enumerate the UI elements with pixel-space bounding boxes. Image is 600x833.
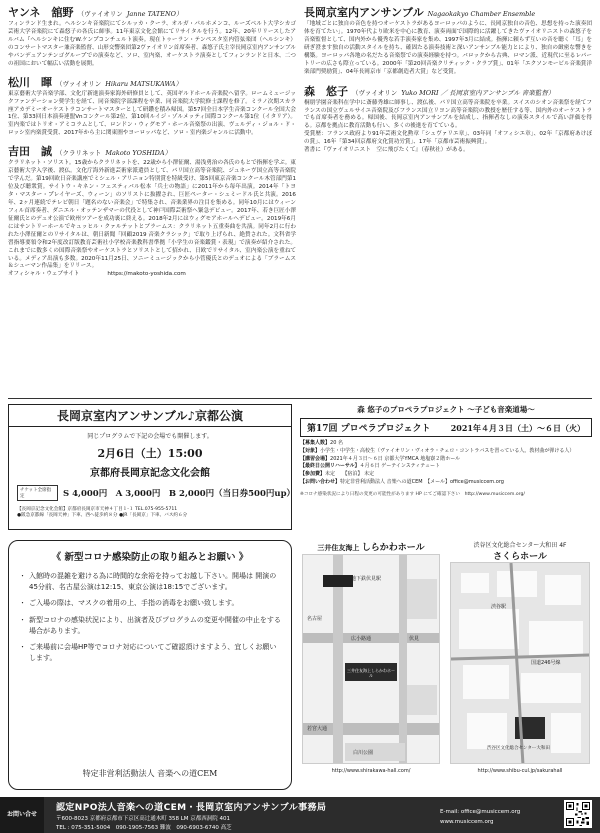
row-key: 【募集人数】 bbox=[300, 440, 331, 446]
map2-label: 国道246号線 bbox=[531, 660, 561, 666]
bio-role: （ヴァイオリン bbox=[77, 10, 123, 18]
map1-hall: しらかわホール bbox=[361, 543, 425, 553]
bio-text: クラリネット・ソリスト。15歳からクラリネットを、22歳から小澤征爾、湯浅勇治の各氏のもとで指揮を学ぶ。東京藝術大学入学後、渡仏。文化庁海外新進芸術家派遣員として、パリ国立高等音楽院、ジュネーヴ国立高等音楽院で学んだ。第19回欧日音楽講座でミシェル・アリニョン特別賞を特級受け、第5回東京音楽コンクール木管部門第1位及び聴衆賞。サイトウ・キネン・フェスティバル松本「兵士の物語」に2011年から毎年出演。2014年「トヨタ・マスター・プレイヤーズ、ウィーン」のソリストに抜擢され、巨匠ペーター・シュミードル氏と共演。2016年、2ヶ月連続でテレビ朝日「題名のない音楽会」で特集され、音楽業界の注目を集める。同年10月にはウィーンフィル首席奏者、ダニエル・オッテンザマーの代役として神戸国際芸術祭へ緊急デビュー。2017年、若き巨匠小澤征爾氏とのデュオ公演で欧州ツアーを成功裏に終える。2018年2月にはウィグモアホールへデビュー。2019年6月にはサントリーホールでキュッヒル・クァルテットとブラームス：クラリネット五重奏曲を共演。同年2月に行われた小澤征爾とのリサイタルは、朝日新聞「回顧2019 音楽クラシック」で取り上げられ、絶賛された。文科省学習指導要領令和2年度改訂版教育芸術社小学校音楽教科書準拠「小学生の音楽鑑賞・表現」で演奏が紹介された。これまでに数多くの国際音楽祭やオーケストラとソリストとして招かれ、日欧でリサイタル、室内楽公演を重ねている。メディア出演も多数。2020年11月25日、ソニーミュージックから小菅優氏とのデュオによる「ブラームス＆シューマン作品集」をリリース。 オフィシャル・ウェブサイト https://makoto-yoshida.com bbox=[8, 160, 296, 278]
map2-image bbox=[450, 562, 590, 764]
row-value: 未定 【宿泊】 未定 bbox=[325, 471, 375, 477]
bio-text: 東京藝術大学音楽学部、文化庁新進演奏家海外研修員として、英国ギルドホール音楽院へ留学。ロームミュージックファンデーション奨学生を経て、同音楽院学部課程を卒業、同音楽院大学院修士課程を修了。ミラノ次期スカラ座アカデミーオーケストラコンサートマスターとして研鑽を積み帰国。第57回全日本学生音楽コンクール全国大会1位、第33回日本演奏連盟Vnコンクール第2位、第10回ルイジ・ゾルメッティ国際コンクール第1位（イタリア）。室内楽ではトリオ・アミコラムとして、ロンドン・ウィグモア・ホール音楽祭の出演、ヴェルディ・ジョル・ド・ロッシ室内楽賞受賞、2017年から主に関東圏やヨーロッパなど、ソロ・室内楽ジャンルに活動中。 bbox=[8, 90, 296, 137]
map1-title: 三井住友海上 bbox=[317, 543, 360, 552]
project-rows bbox=[300, 440, 592, 487]
covid-item-text: 入館時の混雑を避ける為に時間的な余裕を持ってお越し下さい。開場は 開演の45分前、名古屋公演は12:15、東京公演は18:15でございます。 bbox=[29, 572, 277, 592]
covid-title-text: 新型コロナ感染防止の取り組みとお願い bbox=[64, 552, 236, 563]
qr-code-icon[interactable] bbox=[564, 800, 592, 828]
footer-org: 認定NPO法人音楽への道CEM・長岡京室内アンサンブル事務局 bbox=[56, 803, 327, 813]
concert-date: 2月6日（土）15:00 bbox=[97, 447, 203, 460]
project-row bbox=[300, 471, 592, 479]
concert-box bbox=[8, 404, 296, 530]
concert-subtitle: 同じプログラムで下記の会場でも開催します。 bbox=[87, 433, 213, 440]
map2-svg bbox=[451, 563, 590, 764]
map2-url[interactable]: http://www.shibu-cul.jp/sakurahall bbox=[477, 768, 563, 774]
covid-item: ・ 新型コロナの感染状況により、出演者及びプログラムの変更や開催の中止をする場合があります。 bbox=[19, 615, 281, 637]
bio-yoshida bbox=[8, 143, 296, 279]
bio-tateno bbox=[8, 4, 296, 69]
covid-item: ・ ご来場前に会場HP等でコロナ対応についてご確認頂けますよう、宜しくお願いします。 bbox=[19, 642, 281, 664]
bio-ensemble bbox=[304, 4, 592, 77]
bio-name: 長岡京室内アンサンブル bbox=[304, 6, 424, 19]
map1-label: 名古屋 bbox=[307, 616, 323, 622]
bio-name: 吉田 誠 bbox=[8, 145, 52, 159]
covid-item: ・ 入館時の混雑を避ける為に時間的な余裕を持ってお越し下さい。開場は 開演の45分前、名古屋公演は12:15、東京公演は18:15でございます。 bbox=[19, 571, 281, 593]
footer-email[interactable]: E-mail: office@musiccem.org bbox=[440, 809, 521, 815]
covid-item-text: ご来場前に会場HP等でコロナ対応についてご確認頂けますよう、宜しくお願いします。 bbox=[29, 642, 277, 663]
row-value: 20 名 bbox=[330, 440, 343, 446]
bio-role: （ヴァイオリン bbox=[352, 88, 398, 97]
bio-text: 「地域ごとに独自の音色を持つオーケストラがあるヨーロッパのように、長岡京独自の音色、思想を持った演奏団体を育てたい」。1970年代より欧米を中心に教育、演奏両面で国際的に活躍してきたヴァイオリニストの森悠子を音楽監督として、国内外から優秀な若手演奏家を集め、1997年3月に結成。指揮に頼らず互いの音を聴く「耳」を研ぎ澄ます独自の活動スタイルを持ち、確固たる演奏技術と深いアンサンブル能力とにより、独自の緻密な響きを構築。ヨーロッパ各地の名だたる音楽祭での演奏経験を持つ。バロックから古典、ロマン派、近現代に至るレパートリーの広さも際立っている。2000年「第20回音楽クリティック・クラブ賞」、01年「エクソンモービル音楽賞洋楽部門奨励賞」、04年長岡京市「京都創造者大賞」など受賞。 bbox=[304, 21, 592, 75]
row-value: ４月６日 ゲーテインスティテュート bbox=[359, 463, 441, 470]
row-value: 特定非営利活動法人 音楽への道CEM 【メール】office@musiccem.org bbox=[340, 478, 504, 485]
bios-right bbox=[304, 0, 592, 155]
bio-name: 松川 暉 bbox=[8, 75, 52, 89]
concert-venue: 京都府長岡京記念文化会館 bbox=[90, 468, 210, 479]
row-key: 【参加費】 bbox=[300, 471, 326, 477]
map2-name: さくらホール bbox=[493, 552, 547, 562]
project-row bbox=[300, 463, 592, 471]
bio-role: （ヴァイオリン bbox=[56, 79, 102, 88]
project-heading: 森 悠子のプロペラプロジェクト ～子ども音楽道場～ bbox=[357, 405, 535, 414]
map2-label: 渋谷区文化総合センター大和田 bbox=[487, 746, 550, 751]
covid-item: ・ ご入場の際は、マスクの着用の上、手指の消毒をお願い致します。 bbox=[19, 598, 281, 609]
map1-url[interactable]: http://www.shirakawa-hall.com/ bbox=[331, 768, 411, 774]
map-shirakawa bbox=[300, 540, 442, 790]
project-box bbox=[300, 404, 592, 530]
covid-title: 《 新型コロナ感染防止の取り組みとお願い 》 bbox=[51, 552, 249, 563]
row-value: 小学生・中学生・高校生（ヴァイオリン・ヴィオラ・チェロ・コントラバスを習っている人。教材曲が弾ける人） bbox=[320, 447, 575, 454]
bio-mori bbox=[304, 83, 592, 156]
bio-name: ヤンネ 舘野 bbox=[8, 6, 74, 19]
footer-label: お問い合せ bbox=[0, 797, 44, 833]
map1-svg bbox=[303, 555, 440, 764]
row-key: 【最終日公開リハーサル】 bbox=[300, 463, 360, 470]
map1-label: 三井住友海上しらかわホール bbox=[347, 668, 395, 678]
row-key: 【お問い合わせ】 bbox=[300, 478, 341, 485]
bio-latin: Nagaokakyo Chamber Ensemble bbox=[427, 10, 536, 18]
covid-item-text: ご入場の際は、マスクの着用の上、手指の消毒をお願い致します。 bbox=[29, 599, 239, 608]
bio-latin: Makoto YOSHIDA） bbox=[105, 149, 172, 158]
section-divider bbox=[8, 398, 592, 399]
bio-latin: Yuko MORI ／ 長岡京室内アンサンブル 音楽監督） bbox=[401, 88, 555, 97]
covid-org: 特定非営利活動法人 音楽への道CEM bbox=[82, 769, 218, 778]
footer-address: 〒600-8023 京都府京都市下京区高辻通木町 358 LM 京都西洞院 401 bbox=[56, 816, 231, 822]
project-dates: 2021年４月３日（土）～６日（火） bbox=[450, 423, 585, 433]
bio-matsukawa bbox=[8, 74, 296, 139]
bio-latin: Hikaru MATSUKAWA） bbox=[105, 79, 183, 88]
map1-label: 伏見 bbox=[409, 636, 420, 642]
map1-image bbox=[302, 554, 440, 764]
row-value: 2021年４月３日～６日 京都大学YMCA 地塩寮２階ホール bbox=[330, 455, 461, 462]
footer bbox=[0, 797, 600, 833]
ticket-prices: S 4,000円 A 3,000円 B 2,000円（当日券500円up） bbox=[63, 489, 296, 499]
bio-text: 桐朋学園音楽科在学中に斎藤秀雄に師事し、渡仏後、パリ国立高等音楽院を卒業。スイスのシオン音楽祭を経てフランスの国立ヴェルサイユ音楽院及びフランス国立リヨン高等音楽院の教授を歴任する等、国内外のオーケストラでも首席奏者を務める。帰国後、長岡京室内アンサンブルを結成し、指揮者なしの演奏スタイルで高い評価を得る。京都を拠点に教育活動も行い、多くの後進を育てている。 受賞歴：フランス政府より91年芸術文化勲章「シュヴァリエ章」、03年同「オフィシエ章」、02年「京都府あけぼの賞」、16年「第34回京都府文化賞功労賞」、17年「京都市芸術振興賞」。 著書に『ヴァイオリニスト 空に飛びたくて』（春秋社）がある。 bbox=[304, 99, 592, 154]
concert-notes: 【長岡京記念文化会館】京都府長岡京市天神４丁目１-１ TEL.075-955-5711 ●阪急京都線「長岡天神」下車、西へ徒歩約８分 ●JR「長岡京」下車、バス約６分 bbox=[17, 507, 188, 519]
bio-name: 森 悠子 bbox=[304, 84, 348, 98]
map2-label: 渋谷駅 bbox=[491, 604, 507, 610]
map1-label: 地下鉄伏見駅 bbox=[351, 576, 382, 582]
row-key: 【対象】 bbox=[300, 447, 321, 454]
project-title: 第17回 プロペラプロジェクト bbox=[307, 424, 431, 434]
map1-label: 若宮大通 bbox=[307, 726, 328, 732]
project-row bbox=[300, 479, 592, 487]
project-note: ※コロナ感染状況により日程の変更の可能性があります HP にてご確認下さい http://www.musiccem.org/ bbox=[300, 491, 525, 497]
project-row bbox=[300, 440, 592, 448]
bio-text: フィンランド生まれ。ヘルシンキ音楽院にてシルッカ・クーラ、オルガ・パルホメンコ、ルーズベルト大学シカゴ芸術大学音楽院にて森悠子の各氏に師事。11年東京文化会館にてリサイタルを行う。12年、20年リリースしたアルバム『ヘルシンキに住むW.ケンプコンチェルト演奏。現在トゥーラン・テンペスタ室内管弦楽団（ヘルシンキ）のコンサートマスター兼音楽監督、山形交響楽団第2ヴァイオリン首席奏者、森悠子氏主宰長岡京室内アンサンブルやパンデュアンテンゴグループでの演奏など、ソロ、室内楽、オーケストラ演奏としてフィンランドと日本、二つの祖国において幅広い活動を展開。 bbox=[8, 21, 296, 67]
ticket-label: チケット全席指定 bbox=[17, 485, 58, 501]
project-row bbox=[300, 448, 592, 456]
footer-phones: TEL : 075-351-5004 090-1905-7563 難波 090-6903-6740 高芝 bbox=[56, 825, 232, 831]
concert-title: 長岡京室内アンサンブル♪京都公演 bbox=[9, 405, 291, 427]
map-sakura bbox=[448, 540, 592, 790]
map1-label: 白川公園 bbox=[353, 750, 374, 756]
bio-latin: Janne TATENO） bbox=[126, 10, 183, 18]
covid-item-text: 新型コロナの感染状況により、出演者及びプログラムの変更や開催の中止をする場合があります。 bbox=[29, 615, 281, 635]
bio-role: （クラリネット bbox=[56, 149, 102, 158]
row-key: 【講習会場】 bbox=[300, 455, 331, 462]
bios-left bbox=[8, 0, 296, 279]
map1-label: 広小路通 bbox=[351, 636, 372, 642]
map2-title: 渋谷区文化総合センター大和田 4F bbox=[473, 542, 567, 549]
covid-box bbox=[8, 540, 292, 790]
footer-web[interactable]: www.musiccem.org bbox=[440, 819, 494, 825]
